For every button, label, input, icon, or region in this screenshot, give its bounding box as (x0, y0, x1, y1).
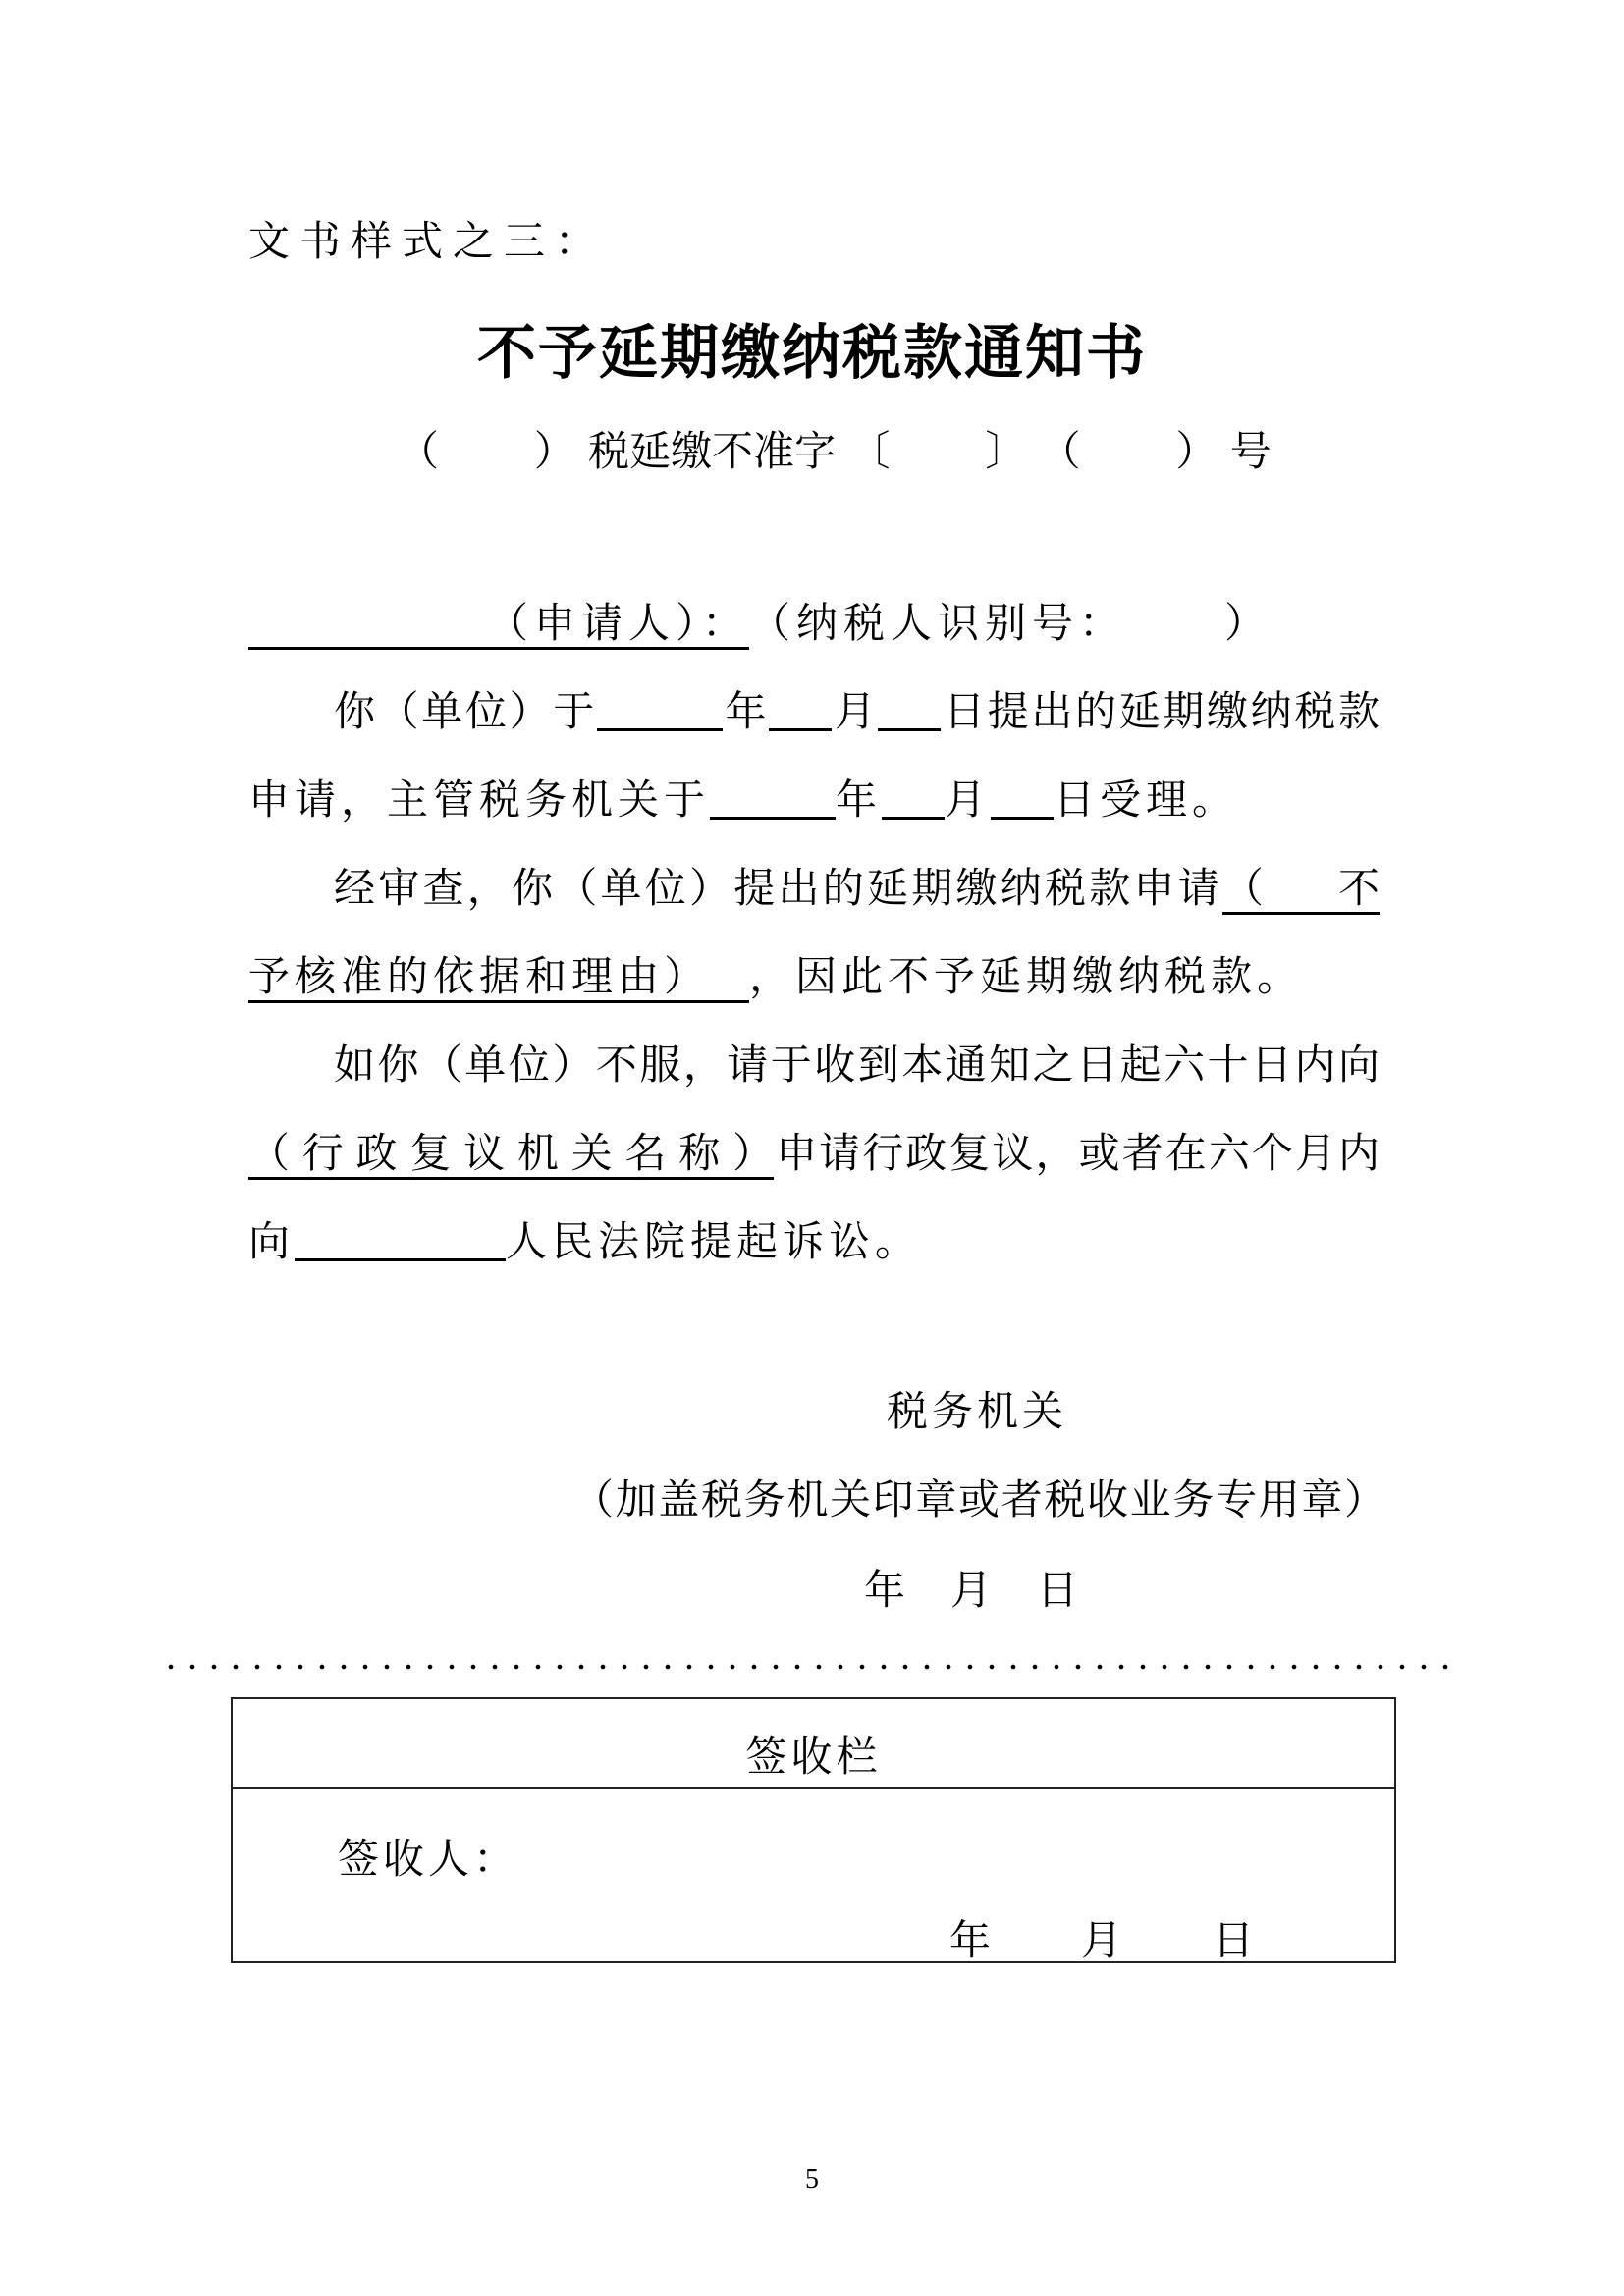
submit-year-blank[interactable] (597, 689, 723, 731)
page-number: 5 (805, 2164, 819, 2195)
paragraph-3-line-2 (248, 1124, 1380, 1183)
document-title: 不予延期缴纳税款通知书 (477, 319, 1147, 388)
signoff-year: 年 (864, 1566, 906, 1614)
ref-paren-close-2: ） (1175, 427, 1218, 475)
receipt-year: 年 (949, 1916, 992, 1964)
applicant-label: （申请人）： (486, 599, 749, 647)
p1-line2-month-label: 月 (945, 775, 992, 824)
p2-suffix: ，因此不予延期缴纳税款。 (749, 952, 1304, 1000)
tax-authority-label: 税务机关 (887, 1387, 1068, 1435)
taxpayer-id-label: （纳税人识别号： (749, 599, 1127, 647)
accept-year-blank[interactable] (710, 777, 836, 820)
receipt-day: 日 (1213, 1916, 1255, 1964)
reference-number-line (398, 422, 1272, 481)
paragraph-1-line-2 (248, 771, 1238, 829)
ref-bracket-close: 〕 (985, 427, 1027, 475)
paragraph-2-line-1 (334, 859, 1380, 918)
p1-text: 你（单位）于 (334, 687, 597, 735)
rejection-reason-field-start[interactable] (1222, 865, 1380, 915)
paragraph-2-line-2 (248, 947, 1303, 1006)
p3-line3-suffix: 人民法院提起诉讼。 (506, 1217, 922, 1265)
rejection-reason-field-end[interactable] (248, 953, 749, 1003)
p2-underlined-end: 予核准的依据和理由） (248, 952, 711, 1000)
signoff-day: 日 (1037, 1566, 1079, 1614)
review-authority-field[interactable] (248, 1130, 774, 1180)
p3-line2-suffix: 申请行政复议，或者在六个月内 (774, 1129, 1380, 1177)
form-template-label: 文书样式之三： (248, 217, 607, 265)
receipt-section (231, 1697, 1396, 1963)
ref-bracket-open: 〔 (848, 427, 891, 475)
p1-line2-year-label: 年 (836, 775, 883, 824)
ref-paren-open-2: （ (1039, 427, 1081, 475)
receipt-heading: 签收栏 (233, 1699, 1394, 1789)
p1-line2-text: 申请，主管税务机关于 (248, 775, 711, 824)
receipt-month: 月 (1081, 1916, 1123, 1964)
receipt-date (949, 1908, 1254, 1967)
p1-month-label: 月 (832, 687, 879, 735)
p1-line2-suffix: 日受理。 (1054, 775, 1239, 824)
court-name-blank[interactable] (295, 1219, 506, 1261)
applicant-line (248, 594, 1380, 653)
ref-suffix: 号 (1229, 427, 1272, 475)
p3-line3-prefix: 向 (248, 1217, 296, 1265)
p1-year-label: 年 (722, 687, 770, 735)
receipt-signature-area[interactable] (527, 1817, 1332, 1886)
p3-text: 如你（单位）不服，请于收到本通知之日起六十日内向 (334, 1041, 1380, 1089)
signoff-date (864, 1561, 1078, 1620)
ref-paren-open: （ (398, 427, 440, 475)
submit-month-blank[interactable] (769, 689, 832, 731)
p3-underlined: （行政复议机关名称） (248, 1129, 774, 1177)
signoff-month: 月 (950, 1566, 993, 1614)
p2-text: 经审查，你（单位）提出的延期缴纳税款申请 (334, 864, 1222, 912)
receipt-signer-label: 签收人： (338, 1835, 519, 1883)
p2-underlined-start: （不 (1222, 864, 1380, 912)
applicant-name-field[interactable] (248, 600, 749, 650)
ref-middle-text: 税延缴不准字 (588, 427, 837, 475)
seal-note: （加盖税务机关印章或者税收业务专用章） (572, 1475, 1385, 1523)
p1-text-suffix: 日提出的延期缴纳税款 (941, 687, 1380, 735)
paragraph-1-line-1 (334, 682, 1380, 741)
paragraph-3-line-1 (334, 1036, 1380, 1095)
submit-day-blank[interactable] (878, 689, 941, 731)
paragraph-3-line-3 (248, 1212, 921, 1271)
accept-day-blank[interactable] (991, 777, 1054, 820)
ref-paren-close: ） (533, 427, 575, 475)
taxpayer-id-close: ） (1224, 599, 1267, 647)
tear-off-dotted-line (160, 1664, 1454, 1670)
accept-month-blank[interactable] (882, 777, 945, 820)
